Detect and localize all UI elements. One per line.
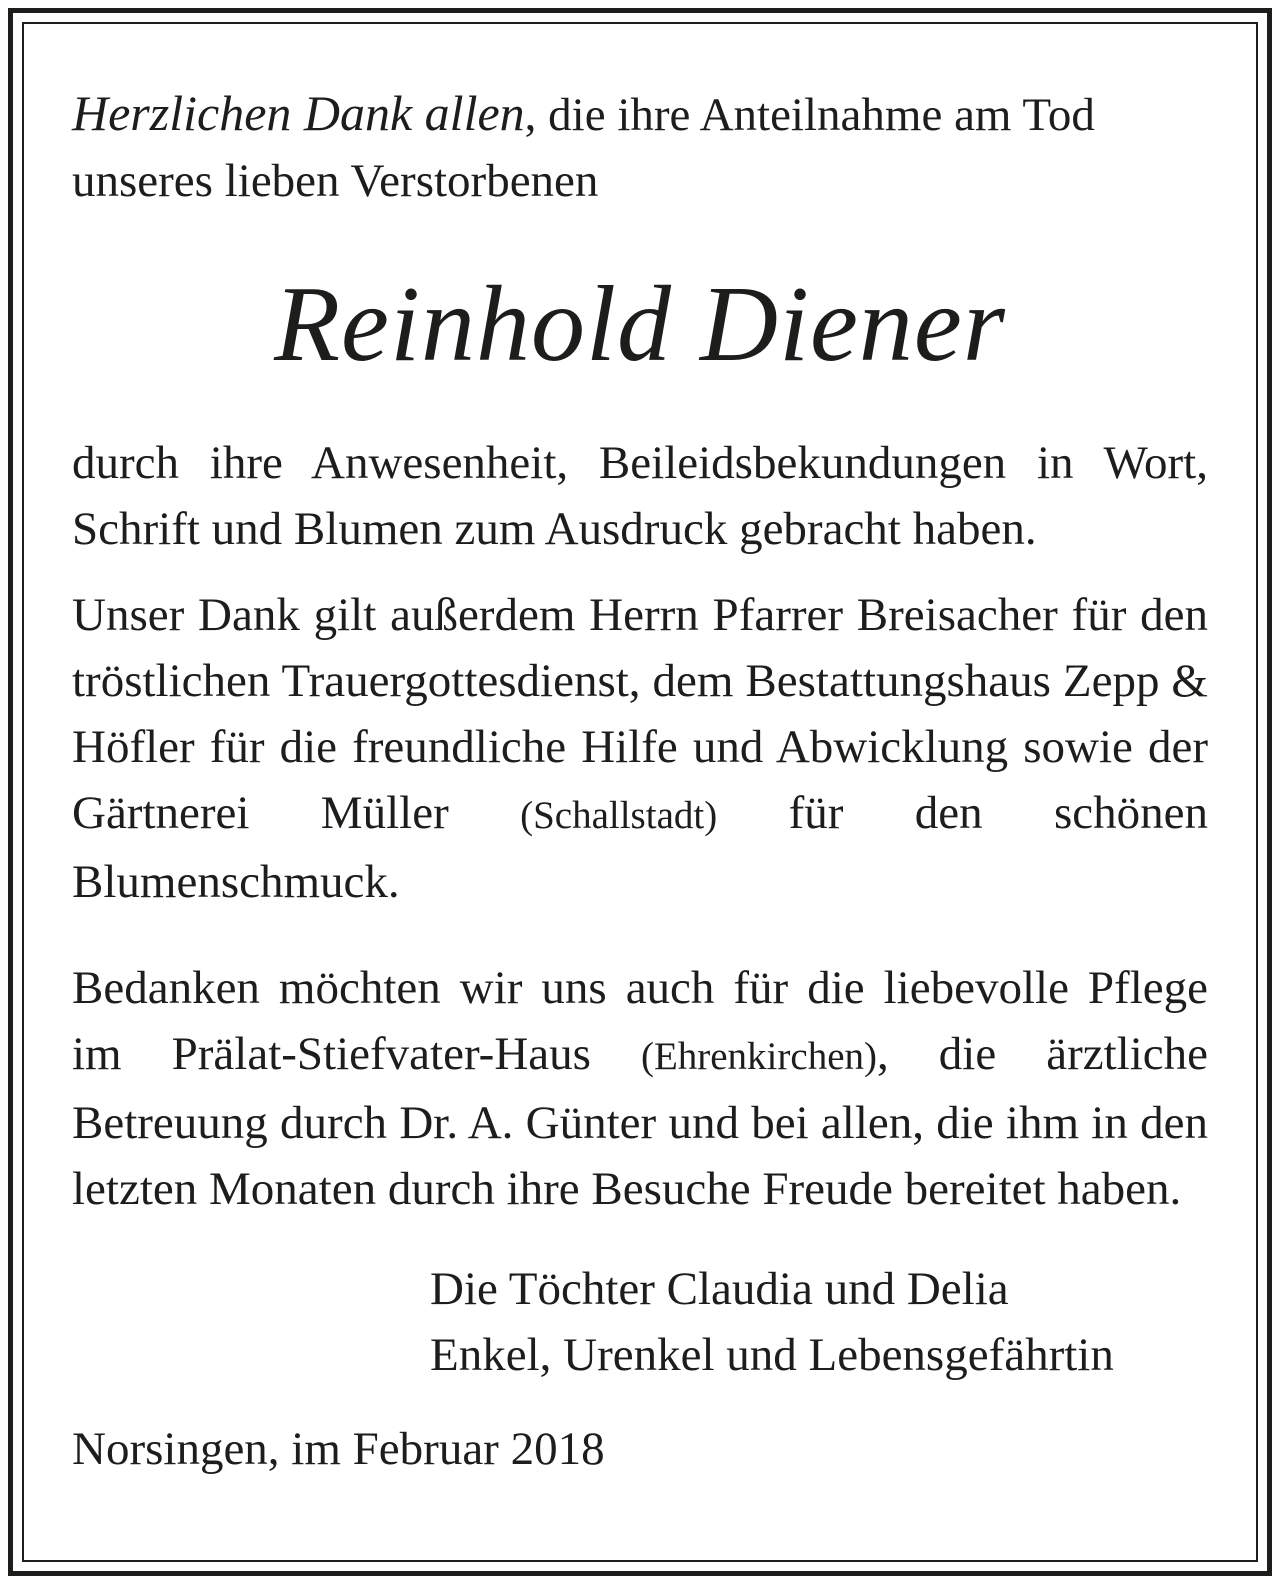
- body-paragraph-3: [72, 955, 1208, 1222]
- body2-part1: Unser Dank gilt außerdem Herrn Pfarrer Breisacher für den tröstlichen Trauergottesdienst, dem Bestattungshaus Zepp & Höfler für die freundliche Hilfe und Abwicklung sowie der Gärtnerei Müller: [72, 589, 1208, 839]
- intro-rest: , die ihre Anteilnahme am Tod unseres lieben Verstorbenen: [72, 89, 1095, 207]
- place-date: Norsingen, im Februar 2018: [72, 1423, 605, 1475]
- body2-part2: für den schönen Blumenschmuck.: [72, 787, 1208, 908]
- body3-part1: Bedanken möchten wir uns auch für die liebevolle Pflege im Prälat-Stiefvater-Haus: [72, 962, 1208, 1080]
- deceased-name: Reinhold Diener: [274, 265, 1006, 384]
- intro-lead: Herzlichen Dank allen: [72, 85, 525, 141]
- signature-line-1: Die Töchter Claudia und Delia: [430, 1263, 1009, 1315]
- body-paragraph-2: [72, 582, 1208, 915]
- body2-paren: (Schallstadt): [520, 794, 718, 837]
- body3-part2: , die ärztliche Betreuung durch Dr. A. Günter und bei allen, die ihm in den letzten Monaten durch ihre Besuche Freude bereitet haben.: [72, 1028, 1208, 1215]
- signature-block: [72, 1256, 1208, 1388]
- notice-content: [72, 80, 1208, 1482]
- intro-paragraph: [72, 80, 1208, 214]
- body-paragraph-1: durch ihre Anwesenheit, Beileidsbekundungen in Wort, Schrift und Blumen zum Ausdruck gebracht haben.: [72, 437, 1208, 555]
- signature-line-2: Enkel, Urenkel und Lebensgefährtin: [430, 1329, 1114, 1381]
- body3-paren: (Ehrenkirchen): [640, 1035, 877, 1078]
